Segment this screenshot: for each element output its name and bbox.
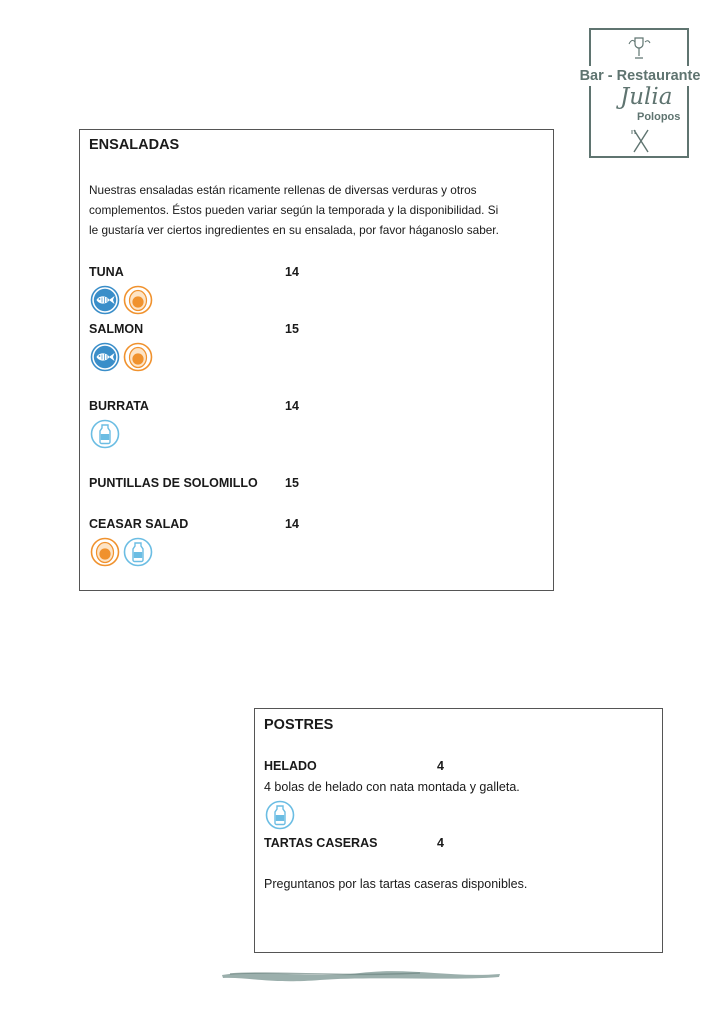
fish-icon: [90, 342, 120, 372]
milk-icon: [90, 419, 120, 449]
egg-icon: [123, 342, 153, 372]
intro-line: Nuestras ensaladas están ricamente rellenas de diversas verduras y otros: [89, 183, 477, 197]
dish-name: CEASAR SALAD: [89, 517, 189, 531]
dish-price: 14: [285, 399, 299, 413]
milk-icon: [265, 800, 295, 830]
postres-section: [254, 708, 663, 953]
wine-glass-icon: [627, 36, 651, 62]
logo-script-name: Julia: [620, 84, 673, 110]
dish-price: 15: [285, 476, 299, 490]
allergen-icons: [90, 285, 153, 315]
dish-price: 15: [285, 322, 299, 336]
dish-description: Preguntanos por las tartas caseras disponibles.: [264, 877, 528, 891]
cutlery-icon: [629, 128, 653, 154]
allergen-icons: [90, 537, 153, 567]
dish-name: TARTAS CASERAS: [264, 836, 378, 850]
brush-stroke-divider: [220, 968, 502, 982]
dish-name: TUNA: [89, 265, 124, 279]
logo-subtitle: Polopos: [637, 111, 681, 123]
dish-price: 4: [437, 759, 444, 773]
fish-icon: [90, 285, 120, 315]
intro-line: complementos. Éstos pueden variar según la temporada y la disponibilidad. Si: [89, 203, 499, 217]
dish-name: HELADO: [264, 759, 317, 773]
dish-price: 4: [437, 836, 444, 850]
dish-name: SALMON: [89, 322, 144, 336]
section-intro: [89, 180, 544, 240]
intro-line: le gustaría ver ciertos ingredientes en su ensalada, por favor háganoslo saber.: [89, 223, 499, 237]
dish-price: 14: [285, 265, 299, 279]
milk-icon: [123, 537, 153, 567]
logo-title: Bar - Restaurante: [568, 66, 712, 86]
dish-name: BURRATA: [89, 399, 149, 413]
dish-description: 4 bolas de helado con nata montada y galleta.: [264, 780, 520, 794]
allergen-icons: [90, 419, 120, 449]
section-title: POSTRES: [264, 717, 334, 733]
egg-icon: [90, 537, 120, 567]
egg-icon: [123, 285, 153, 315]
ensaladas-section: [79, 129, 554, 591]
allergen-icons: [265, 800, 295, 830]
allergen-icons: [90, 342, 153, 372]
dish-price: 14: [285, 517, 299, 531]
section-title: ENSALADAS: [89, 137, 180, 153]
dish-name: PUNTILLAS DE SOLOMILLO: [89, 476, 258, 490]
